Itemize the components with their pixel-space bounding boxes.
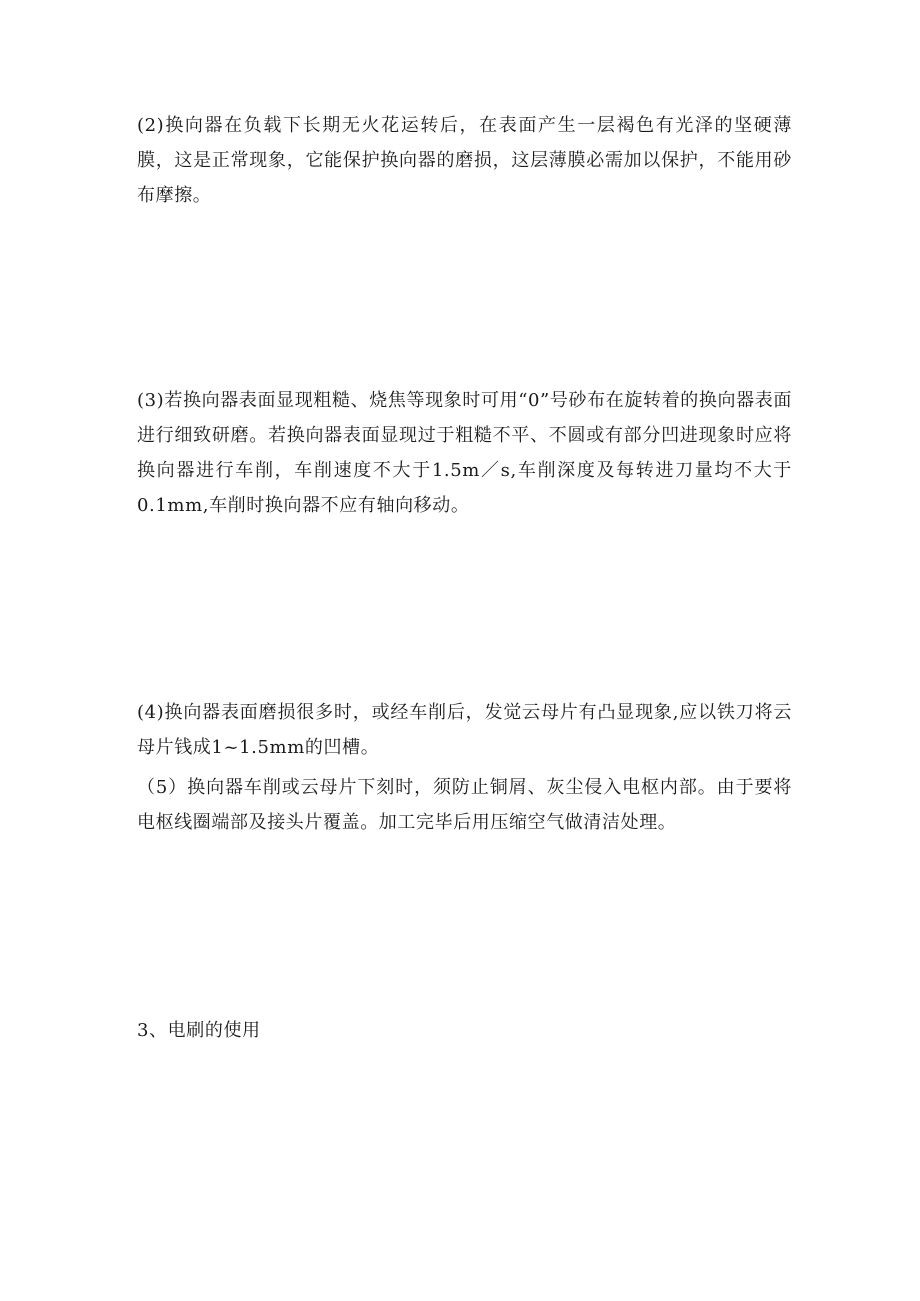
paragraph-2: (2)换向器在负载下长期无火花运转后，在表面产生一层褐色有光泽的坚硬薄膜，这是正常现象，它能保护换向器的磨损，这层薄膜必需加以保护，不能用砂布摩擦。 [137, 115, 792, 206]
paragraph-5: （5）换向器车削或云母片下刻时，须防止铜屑、灰尘侵入电枢内部。由于要将电枢线圈端部及接头片覆盖。加工完毕后用压缩空气做清洁处理。 [137, 777, 792, 833]
paragraph-4: (4)换向器表面磨损很多时，或经车削后，发觉云母片有凸显现象,应以铁刀将云母片钱成1~1.5mm的凹槽。 [137, 702, 792, 758]
section-heading: 3、电刷的使用 [137, 1020, 261, 1041]
paragraph-3: (3)若换向器表面显现粗糙、烧焦等现象时可用“0”号砂布在旋转着的换向器表面进行细致研磨。若换向器表面显现过于粗糙不平、不圆或有部分凹进现象时应将换向器进行车削，车削速度不大于1.5m／s,车削深度及每转进刀量均不大于0.1mm,车削时换向器不应有轴向移动。 [137, 390, 792, 516]
